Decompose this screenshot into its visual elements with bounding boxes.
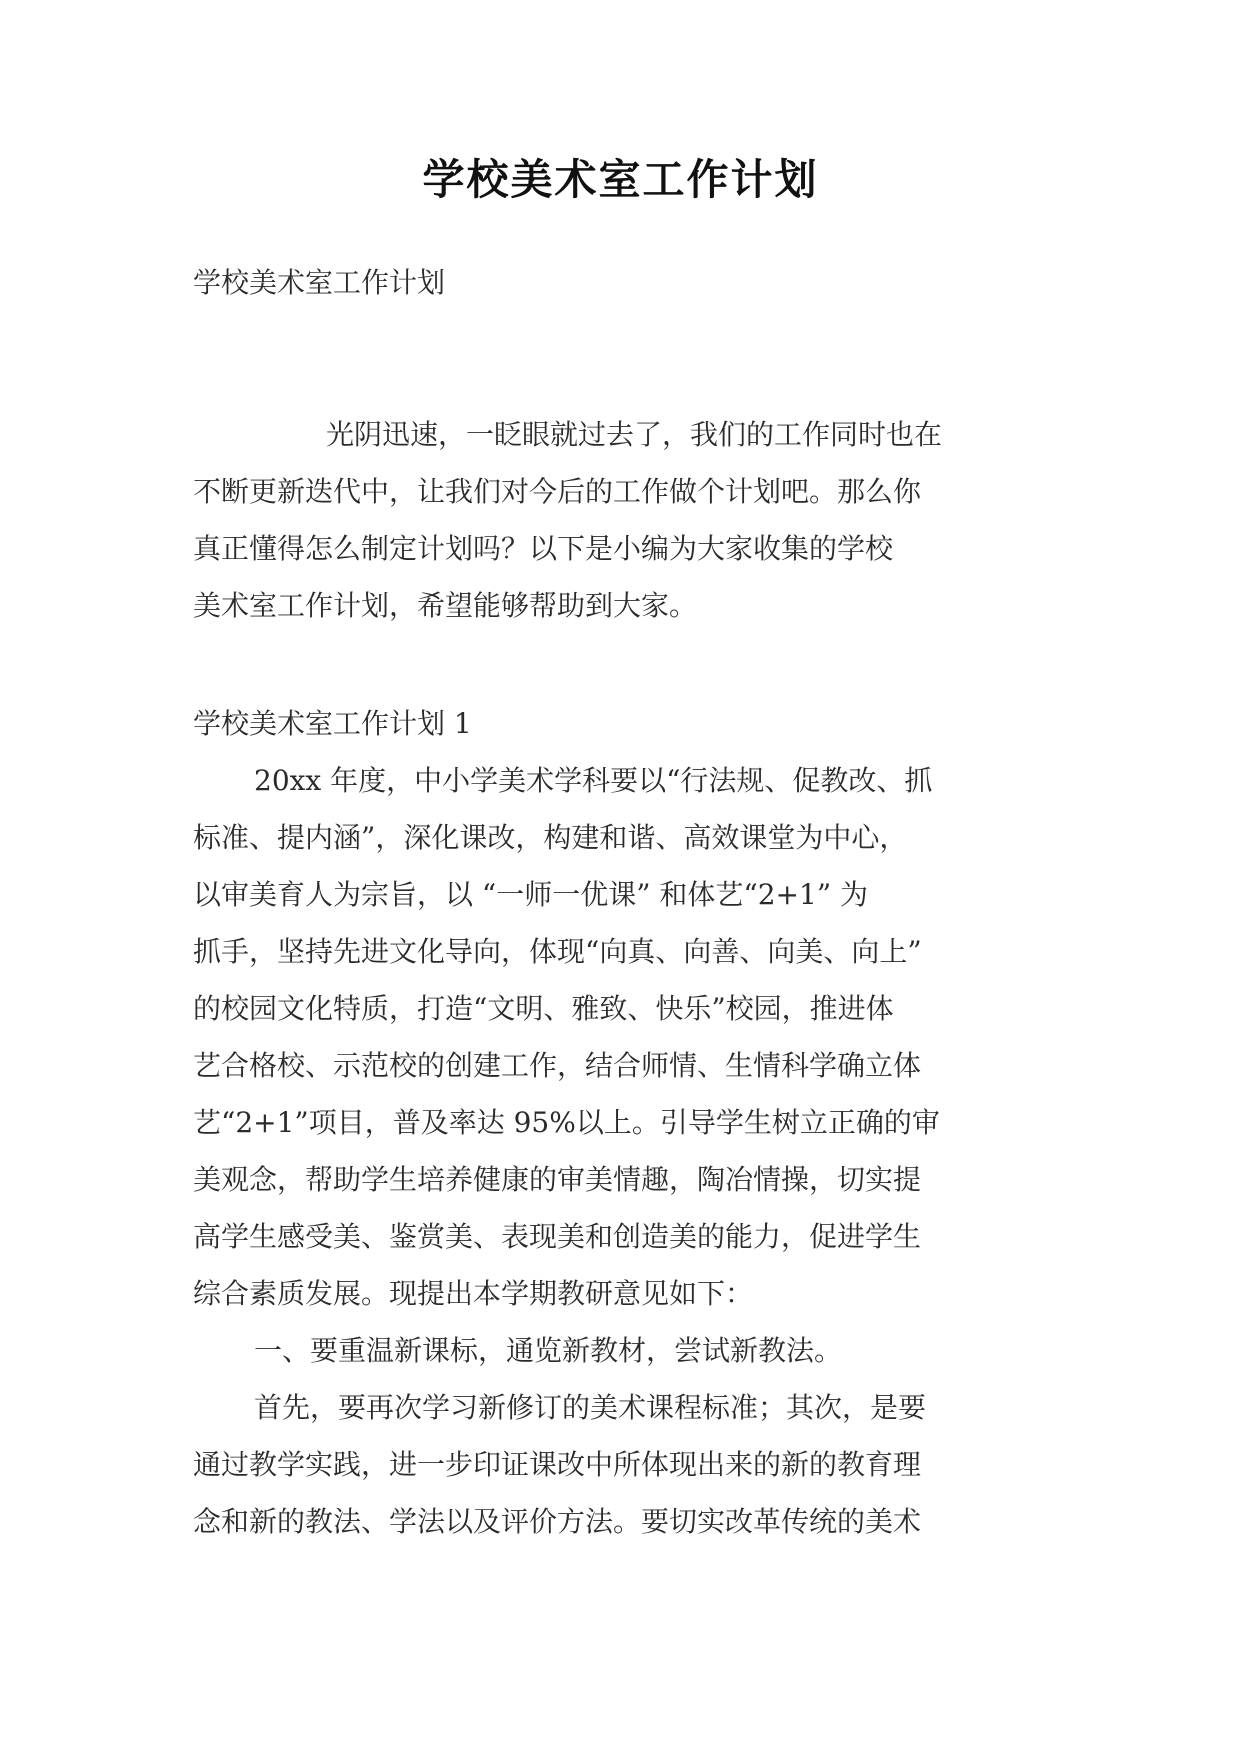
paragraph-line: 美术室工作计划，希望能够帮助到大家。 bbox=[193, 589, 698, 622]
document-title: 学校美术室工作计划 bbox=[422, 155, 819, 204]
paragraph-line: 艺合格校、示范校的创建工作，结合师情、生情科学确立体 bbox=[193, 1049, 922, 1082]
document-subtitle: 学校美术室工作计划 bbox=[193, 266, 446, 299]
paragraph-line: 艺“2+1”项目，普及率达 95%以上。引导学生树立正确的审 bbox=[193, 1106, 940, 1139]
paragraph-line: 不断更新迭代中，让我们对今后的工作做个计划吧。那么你 bbox=[193, 475, 922, 508]
paragraph-line: 综合素质发展。现提出本学期教研意见如下： bbox=[193, 1277, 754, 1310]
paragraph-line: 念和新的教法、学法以及评价方法。要切实改革传统的美术 bbox=[193, 1505, 922, 1538]
paragraph-line: 美观念，帮助学生培养健康的审美情趣，陶冶情操，切实提 bbox=[193, 1163, 922, 1196]
paragraph-line: 的校园文化特质，打造“文明、雅致、快乐”校园，推进体 bbox=[193, 992, 894, 1025]
section-heading: 学校美术室工作计划 1 bbox=[193, 707, 472, 740]
paragraph-line: 一、要重温新课标，通览新教材，尝试新教法。 bbox=[254, 1334, 843, 1367]
paragraph-line: 首先，要再次学习新修订的美术课程标准；其次，是要 bbox=[254, 1391, 927, 1424]
paragraph-line: 标准、提内涵”，深化课改，构建和谐、高效课堂为中心， bbox=[193, 821, 908, 854]
paragraph-line: 20xx 年度，中小学美术学科要以“行法规、促教改、抓 bbox=[254, 764, 933, 797]
paragraph-line: 抓手，坚持先进文化导向，体现“向真、向善、向美、向上” bbox=[193, 935, 922, 968]
paragraph-line: 光阴迅速，一眨眼就过去了，我们的工作同时也在 bbox=[326, 418, 943, 451]
paragraph-line: 通过教学实践，进一步印证课改中所体现出来的新的教育理 bbox=[193, 1448, 922, 1481]
paragraph-line: 高学生感受美、鉴赏美、表现美和创造美的能力，促进学生 bbox=[193, 1220, 922, 1253]
paragraph-line: 真正懂得怎么制定计划吗？以下是小编为大家收集的学校 bbox=[193, 532, 894, 565]
paragraph-line: 以审美育人为宗旨，以 “一师一优课” 和体艺“2+1” 为 bbox=[193, 878, 869, 911]
